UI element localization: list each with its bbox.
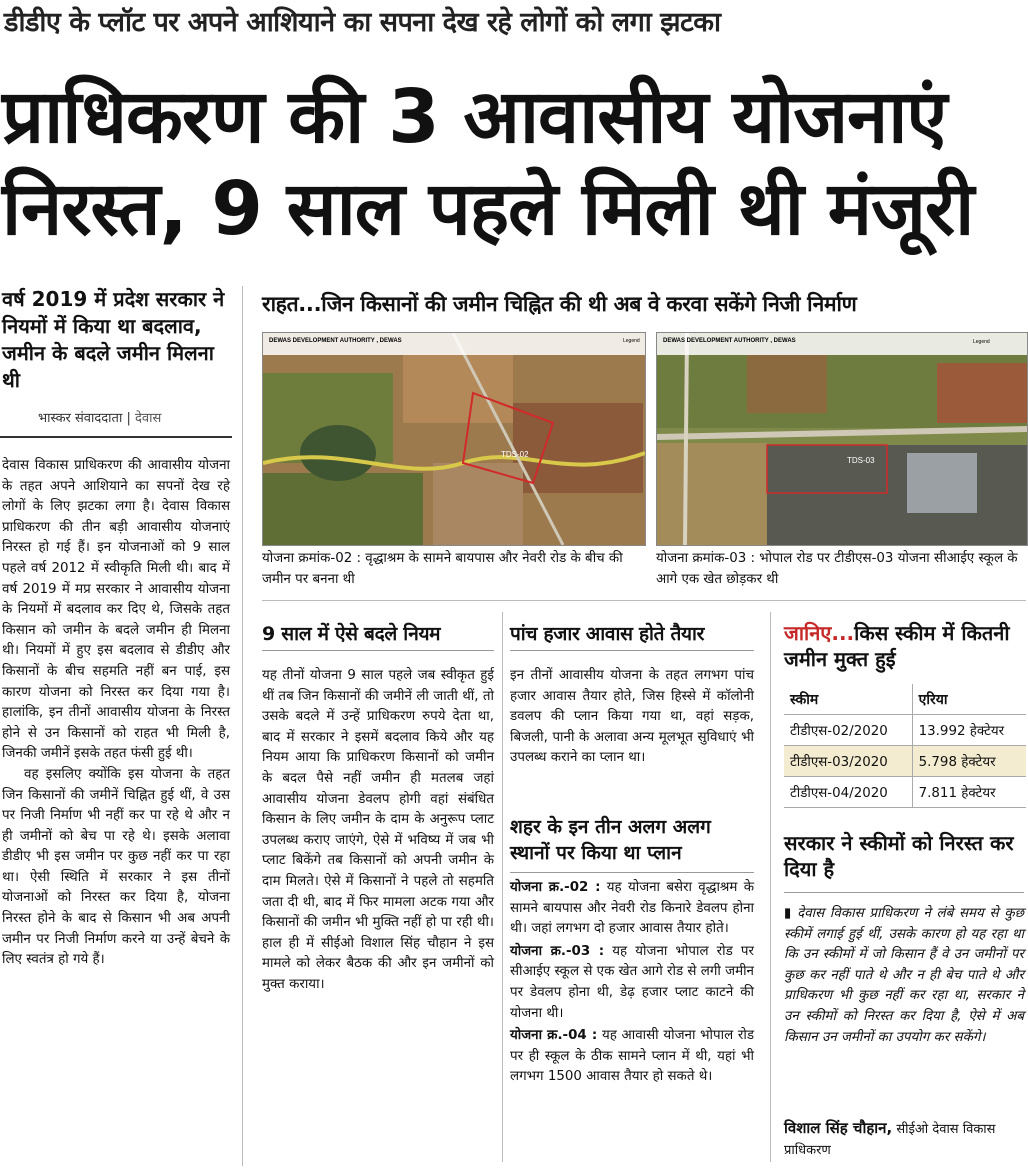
main-paragraph: वह इसलिए क्योंकि इस योजना के तहत जिन किसानों की जमीनें चिह्नित हुई थीं, वे उस पर निजी निर्माण भी नहीं कर पा रहे थे और न ही जमीनों को बेच पा रहे थे। इसके अलावा डीडीए भी इस जमीन पर कुछ नहीं कर पा रहा था। ऐसी स्थिति में सरकार ने इस तीनों योजनाओं को निरस्त कर दिया है, योजना निरस्त होने के बाद से किसान भी अब अपनी जमीन पर निजी निर्माण करने या उन्हें बेचने के लिए स्वतंत्र हो गये हैं।	[2, 766, 230, 968]
map-marker: TDS-03	[847, 456, 875, 465]
table-header-cell: स्कीम	[784, 684, 912, 715]
plan-label: योजना क्र.-03 :	[510, 943, 605, 959]
column-divider	[242, 286, 243, 1166]
map-header: DEWAS DEVELOPMENT AUTHORITY , DEWAS	[269, 338, 402, 344]
plan-label: योजना क्र.-02 :	[510, 880, 601, 895]
plan-text: यह योजना बसेरा वृद्धाश्रम के सामने बायपास और नेवरी रोड किनारे डेवलप होना थी। जहां लगभग दो हजार आवास तैयार होते।	[510, 880, 754, 937]
lead-deck: वर्ष 2019 में प्रदेश सरकार ने नियमों में किया था बदलाव, जमीन के बदले जमीन मिलना थी	[2, 287, 225, 392]
kicker: डीडीए के प्लॉट पर अपने आशियाने का सपना देख रहे लोगों को लगा झटका	[4, 7, 721, 38]
section-divider	[262, 600, 1026, 601]
headline-line-2: निरस्त, 9 साल पहले मिली थी मंजूरी	[2, 166, 974, 252]
plan-label: योजना क्र.-04 :	[510, 1028, 598, 1044]
headline-line-1: प्राधिकरण की 3 आवासीय योजनाएं	[2, 74, 947, 160]
table-cell: 7.811 हेक्टेयर	[912, 777, 1026, 808]
plans-list	[510, 878, 754, 1088]
plan-item	[510, 878, 754, 940]
map-legend: Legend	[973, 339, 990, 345]
plans-underline	[510, 872, 754, 873]
photo-heading: राहत...जिन किसानों की जमीन चिह्नित की थी अब वे करवा सकेंगे निजी निर्माण	[262, 292, 857, 316]
plans-heading: शहर के इन तीन अलग अलग स्थानों पर किया था प्लान	[510, 816, 711, 864]
plan-item	[510, 942, 754, 1024]
housing-underline	[510, 650, 754, 651]
rules-underline	[262, 650, 494, 651]
table-cell: 13.992 हेक्टेयर	[912, 715, 1026, 746]
quote-attribution	[784, 1118, 1024, 1161]
table-cell: 5.798 हेक्टेयर	[912, 746, 1026, 777]
column-divider	[770, 612, 771, 1162]
housing-text: इन तीनों आवासीय योजना के तहत लगभग पांच हजार आवास तैयार होते, जिस हिस्से में कॉलोनी डवलप की प्लान किया गया था, वहां सड़क, बिजली, पानी के अलावा अन्य मूलभूत सुविधाएं भी उपलब्ध कराने का प्लान था।	[510, 668, 754, 766]
table-row	[784, 746, 1026, 777]
table-header-row	[784, 684, 1026, 715]
quote-text	[784, 904, 1024, 1048]
byline-separator: |	[126, 411, 131, 426]
quote-heading: सरकार ने स्कीमों को निरस्त कर दिया है	[784, 831, 1014, 881]
quote-designation: सीईओ देवास विकास प्राधिकरण	[784, 1122, 996, 1158]
plan-item	[510, 1026, 754, 1088]
table-row	[784, 715, 1026, 746]
box-heading-red: जानिए...	[784, 621, 855, 645]
column-divider	[502, 612, 503, 1162]
main-article	[2, 456, 230, 971]
photo-caption-2: योजना क्रमांक-03 : भोपाल रोड पर टीडीएस-03 योजना सीआईए स्कूल के आगे एक खेत छोड़कर थी	[656, 551, 1018, 587]
plan-text: यह योजना भोपाल रोड पर सीआईए स्कूल से एक खेत आगे रोड से लगी जमीन पर डेवलप होना थी, डेढ़ हजार प्लाट काटने की योजना थी।	[510, 943, 755, 1021]
rules-heading: 9 साल में ऐसे बदले नियम	[262, 623, 441, 645]
map-header: DEWAS DEVELOPMENT AUTHORITY , DEWAS	[663, 338, 796, 344]
quote-bullet: ▮	[784, 906, 798, 921]
table-cell: टीडीएस-04/2020	[784, 777, 912, 808]
byline	[38, 408, 161, 426]
table-row	[784, 777, 1026, 808]
table-header-cell: एरिया	[912, 684, 1026, 715]
table-cell: टीडीएस-03/2020	[784, 746, 912, 777]
quote-body: देवास विकास प्राधिकरण ने लंबे समय से कुछ स्कीमें लगाई हुई थीं, उसके कारण हो यह रहा था कि उन स्कीमों में जो किसान हैं वे उन जमीनों पर कुछ कर नहीं पाते थे और न ही बेच पाते थे और प्राधिकरण भी कुछ नहीं कर रहा था, सरकार ने उन स्कीमों को निरस्त कर दिया है, ऐसे में अब किसान उन जमीनों का उपयोग कर सकेंगे।	[784, 906, 1024, 1045]
quote-name: विशाल सिंह चौहान,	[784, 1119, 893, 1137]
map-legend: Legend	[623, 338, 640, 344]
satellite-map-tds-03	[656, 332, 1028, 546]
table-cell: टीडीएस-02/2020	[784, 715, 912, 746]
scheme-area-table	[784, 684, 1026, 808]
rules-text: यह तीनों योजना 9 साल पहले जब स्वीकृत हुई थीं तब जिन किसानों की जमीनें ली जाती थीं, तो उसके बदले में उन्हें प्राधिकरण रुपये देता था, बाद में सरकार ने इसमें बदलाव किये और यह नियम आया कि प्राधिकरण किसानों को जमीन के बदल पैसे नहीं जमीन ही मतलब जहां आवासीय योजना डेवलप होगी वहां संबंधित किसान के लिए जमीन के दाम के अनुरूप प्लाट उपलब्ध कराए जाएंगे, ऐसे में भविष्य में जब भी प्लाट बिकेंगे तब किसानों को अपनी जमीन के दाम मिलते। ऐसे में किसानों ने पहले तो सहमति जता दी थी, बाद में फिर मामला अटक गया और किसानों की जमीन भी मुक्ति नहीं हो पा रही थी। हाल ही में सीईओ विशाल सिंह चौहान ने इस मामले को लेकर बैठक की और इन जमीनों को मुक्त कराया।	[262, 668, 494, 992]
housing-heading: पांच हजार आवास होते तैयार	[510, 623, 705, 645]
plan-text: यह आवासी योजना भोपाल रोड पर ही स्कूल के ठीक सामने प्लान में थी, यहां भी लगभग 1500 आवास तैयार हो सकते थे।	[510, 1028, 754, 1085]
quote-underline	[784, 892, 1024, 893]
map-marker: TDS-02	[501, 450, 529, 459]
box-heading	[784, 620, 1024, 672]
byline-reporter: भास्कर संवाददाता	[38, 411, 123, 426]
photo-caption-1: योजना क्रमांक-02 : वृद्धाश्रम के सामने बायपास और नेवरी रोड के बीच की जमीन पर बनना थी	[262, 551, 623, 587]
box-heading-rest: किस स्कीम में कितनी जमीन मुक्त हुई	[784, 621, 1010, 671]
satellite-map-tds-02	[262, 332, 646, 546]
byline-place: देवास	[135, 411, 162, 426]
lead-divider	[0, 436, 232, 438]
main-paragraph: देवास विकास प्राधिकरण की आवासीय योजना के तहत अपने आशियाने का सपनों देख रहे लोगों के लिए झटका लगा है। देवास विकास प्राधिकरण की तीन बड़ी आवासीय योजनाएं निरस्त हो गई हैं। इन योजनाओं को 9 साल पहले वर्ष 2012 में स्वीकृति मिली थी। बाद में वर्ष 2019 में मप्र सरकार ने आवासीय योजना के नियमों में बदलाव कर दिए थे, जिसके तहत किसान को जमीन के बदले जमीन ही मिलना थी। नियमों में हुए इस बदलाव से डीडीए और किसानों के बीच सहमति नहीं बन पाई, इस कारण योजना को निरस्त कर दिया गया है। हालांकि, इन तीनों आवासीय योजना के निरस्त होने से उन किसानों को राहत भी मिली है, जिनकी जमीनें इसके तहत फंसी हुई थी।	[2, 458, 230, 762]
